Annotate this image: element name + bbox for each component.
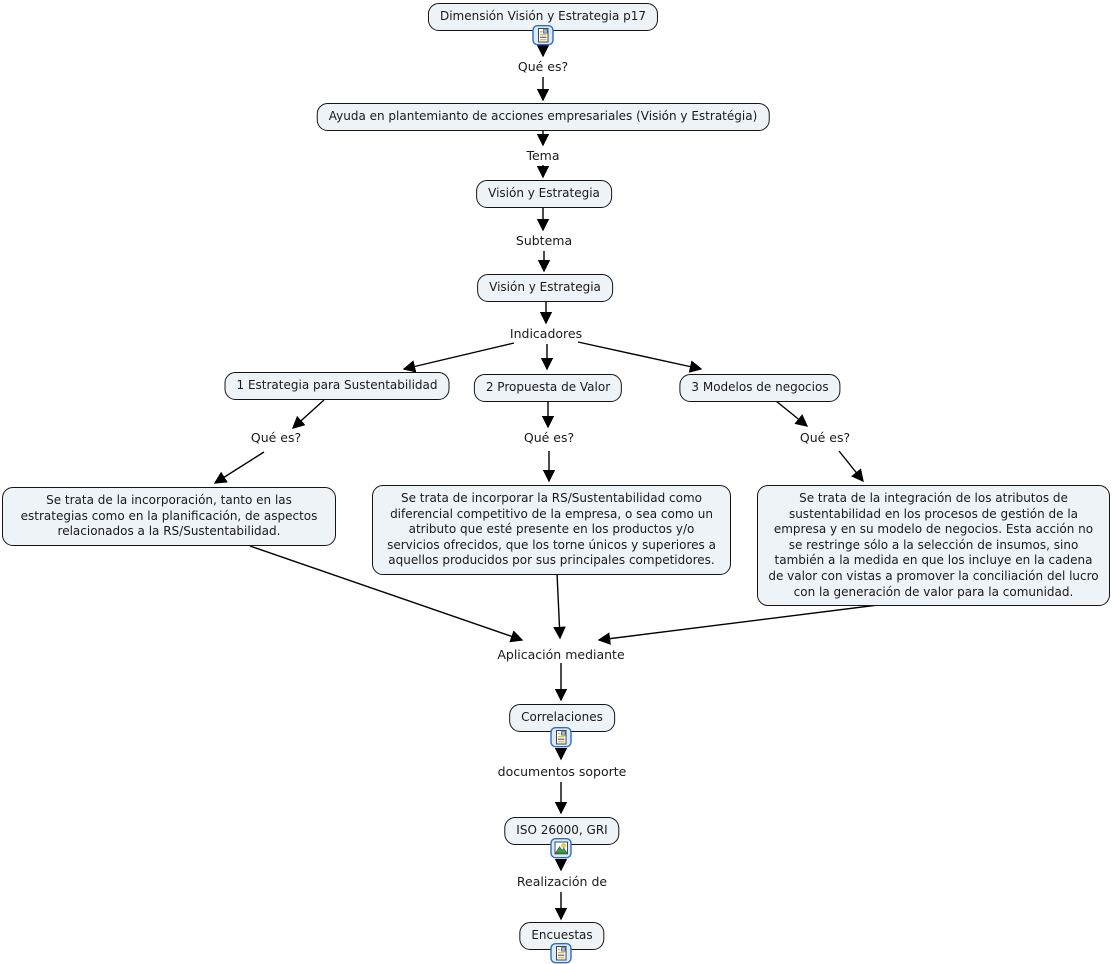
node-indicador-3-modelos-negocios[interactable]: 3 Modelos de negocios — [679, 374, 840, 402]
document-resource-icon[interactable] — [550, 943, 572, 964]
linking-phrase-aplicacion-mediante[interactable]: Aplicación mediante — [497, 647, 625, 662]
linking-phrase-realizacion-de[interactable]: Realización de — [516, 874, 608, 889]
linking-phrase-documentos-soporte[interactable]: documentos soporte — [497, 764, 627, 779]
linking-phrase-que-es-2[interactable]: Qué es? — [523, 430, 575, 445]
node-subtema-vision-estrategia[interactable]: Visión y Estrategia — [477, 274, 613, 302]
document-resource-icon[interactable] — [550, 727, 572, 748]
node-descripcion-modelos-negocios[interactable]: Se trata de la integración de los atributos de sustentabilidad en los procesos de gestión de la empresa y en su modelo de negocios. Esta acción no se restringe sólo a la selección de insumos, sino también a la medida en que los incluye en la cadena de valor con vistas a promover la conciliación del lucro con la generación de valor para la comunidad. — [757, 485, 1110, 606]
node-correlaciones[interactable]: Correlaciones — [509, 704, 615, 732]
node-descripcion-propuesta-valor[interactable]: Se trata de incorporar la RS/Sustentabilidad como diferencial competitivo de la empresa, o sea como un atributo que esté presente en los productos y/o servicios ofrecidos, que los torne únicos y superiores a aquellos producidos por sus principales competidores. — [372, 485, 731, 575]
node-tema-vision-estrategia[interactable]: Visión y Estrategia — [476, 180, 612, 208]
document-resource-icon[interactable] — [532, 25, 554, 46]
image-resource-icon[interactable] — [550, 838, 572, 859]
node-iso-26000-gri[interactable]: ISO 26000, GRI — [504, 817, 619, 845]
linking-phrase-que-es-1[interactable]: Qué es? — [250, 430, 302, 445]
node-ayuda-planteamiento[interactable]: Ayuda en plantemianto de acciones empresariales (Visión y Estratégia) — [317, 103, 770, 131]
linking-phrase-indicadores[interactable]: Indicadores — [509, 326, 583, 341]
node-indicador-2-propuesta-valor[interactable]: 2 Propuesta de Valor — [474, 374, 622, 402]
linking-phrase-que-es-top[interactable]: Qué es? — [517, 59, 569, 74]
connectors — [215, 46, 910, 919]
node-indicador-1-estrategia-sustentabilidad[interactable]: 1 Estrategia para Sustentabilidad — [225, 372, 450, 400]
node-encuestas[interactable]: Encuestas — [519, 922, 604, 950]
linking-phrase-subtema[interactable]: Subtema — [515, 233, 573, 248]
node-descripcion-estrategia-sustentabilidad[interactable]: Se trata de la incorporación, tanto en las estrategias como en la planificación, de aspectos relacionados a la RS/Sustentabilidad. — [2, 487, 336, 546]
node-dimension-vision-estrategia[interactable]: Dimensión Visión y Estrategia p17 — [428, 3, 658, 31]
linking-phrase-tema[interactable]: Tema — [526, 148, 560, 163]
linking-phrase-que-es-3[interactable]: Qué es? — [799, 430, 851, 445]
